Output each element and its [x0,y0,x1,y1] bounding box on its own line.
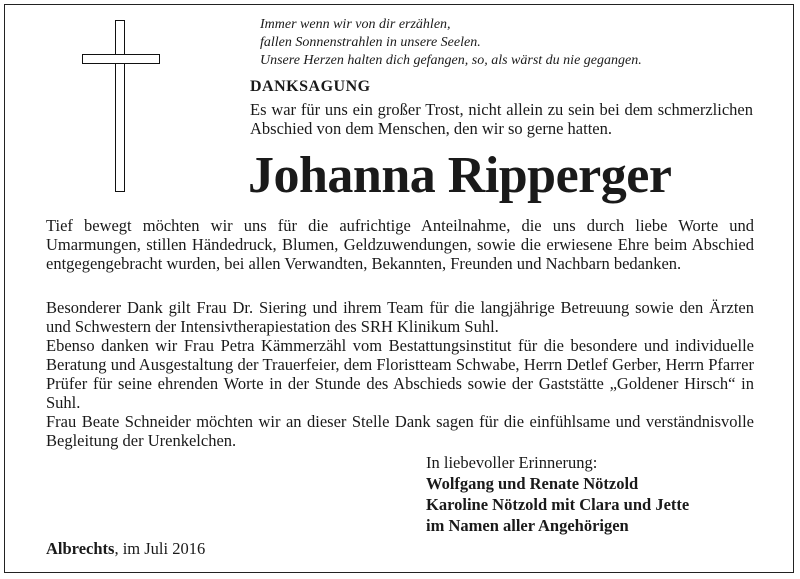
poem [260,16,642,70]
heading: DANKSAGUNG [250,78,371,95]
place-date [46,539,205,559]
cross-icon [82,20,160,192]
poem-line-1: Immer wenn wir von dir erzählen, [260,17,451,32]
place-town: Albrechts [46,539,115,558]
paragraph-4-text: Frau Beate Schneider möchten wir an dieser Stelle Dank sagen für die einfühlsame und verständnisvolle Begleitung der Urenkelchen. [46,412,754,450]
thanks-block [46,298,754,450]
paragraph-3-text: Ebenso danken wir Frau Petra Kämmerzähl vom Bestattungsinstitut für die besondere und individuelle Beratung und Ausgestaltung der Trauerfeier, dem Floristteam Schwabe, Herrn Detlef Gerber, Herrn Pfarrer Prüfer für seine ehrenden Worte in der Stunde des Abschieds sowie der Gaststätte „Goldener Hirsch“ in Suhl. [46,336,754,412]
signature-line-1: Wolfgang und Renate Nötzold [426,474,639,493]
signature-line-2: Karoline Nötzold mit Clara und Jette [426,495,690,514]
deceased-name: Johanna Ripperger [248,147,672,204]
poem-line-2: fallen Sonnenstrahlen in unsere Seelen. [260,35,481,50]
signature-block [426,452,689,536]
paragraph-1 [46,216,754,273]
paragraph-1-text: Tief bewegt möchten wir uns für die aufrichtige Anteilnahme, die uns durch liebe Worte und Umarmungen, stillen Händedruck, Blumen, Geldzuwendungen, sowie die erwiesene Ehre beim Abschied entgegengebracht wurden, bei allen Verwandten, Bekannten, Freunden und Nachbarn bedanken. [46,216,754,273]
signature-line-3: im Namen aller Angehörigen [426,516,629,535]
signature-intro: In liebevoller Erinnerung: [426,453,598,472]
intro-text: Es war für uns ein großer Trost, nicht allein zu sein bei dem schmerzlichen Abschied von dem Menschen, den wir so gerne hatten. [250,100,753,138]
poem-line-3: Unsere Herzen halten dich gefangen, so, als wärst du nie gegangen. [260,53,642,68]
place-date-text: , im Juli 2016 [114,539,206,558]
paragraph-2-text: Besonderer Dank gilt Frau Dr. Siering und ihrem Team für die langjährige Betreuung sowie den Ärzten und Schwestern der Intensivtherapiestation des SRH Klinikum Suhl. [46,298,754,336]
